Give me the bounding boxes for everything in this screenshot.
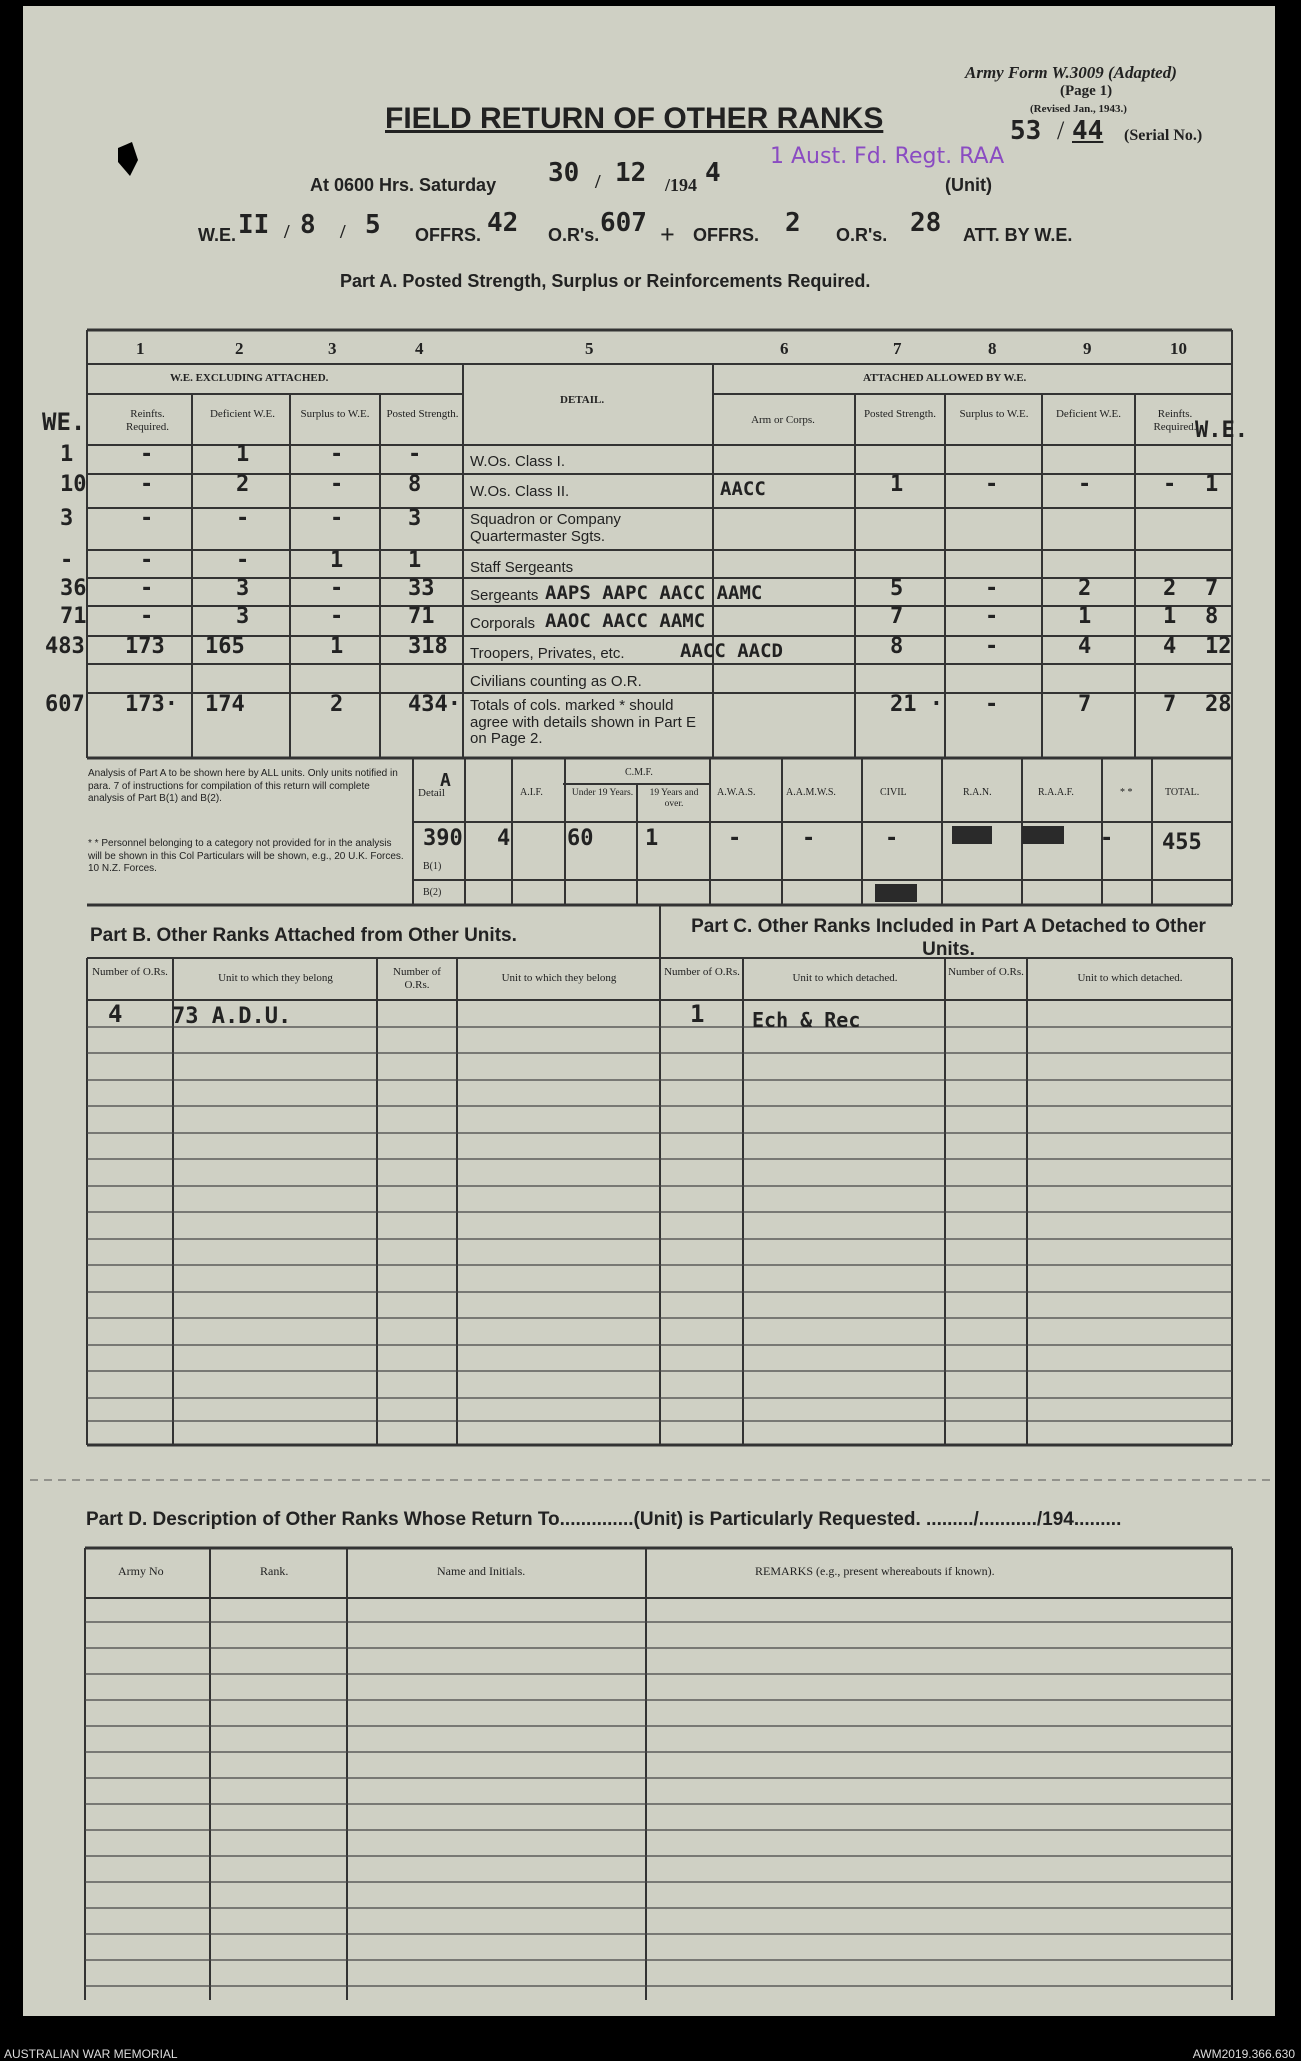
plus-sign: + [660,220,675,249]
row-we-right-value: 8 [1205,604,1219,629]
analysis-note-2: * * Personnel belonging to a category not provided for in the analysis will be shown in this Col Particulars will be shown, e.g., 20 U.K. Forces. 10 N.Z. Forces. [88,838,404,874]
hdr-deficient-we-2: Deficient W.E. [1055,408,1122,420]
hdr-under-19: Under 19 Years. [571,788,634,798]
row-c2-value: 2 [236,472,250,497]
row-detail-label: Staff Sergeants [470,559,574,576]
col-num-1: 1 [136,339,145,358]
serial-slash: / [1057,116,1065,145]
row-c4-value: 1 [408,548,422,573]
part-c-hdr-num-1: Number of O.Rs. [664,966,740,978]
hdr-arm-corps: Arm or Corps. [751,414,815,426]
row-c7-value: 21 · [890,692,943,717]
punch-hole-mark [118,142,138,176]
hdr-aamws: A.A.M.W.S. [786,787,836,798]
row-c4-value: 71 [408,604,435,629]
date-sep: / [595,171,601,193]
row-we-value: 71 [60,604,87,629]
hdr-posted-strength-2: Posted Strength. [863,408,937,420]
ors2-label: O.R's. [836,225,888,245]
row-c10-value: 4 [1163,634,1177,659]
part-c-entry-unit: Ech & Rec [752,1008,861,1032]
row-c10-value: - [1163,472,1177,497]
row-we-value: 36 [60,576,87,601]
row-c8-value: - [985,604,999,629]
row-c9-value: - [1078,472,1092,497]
row-detail-label: W.Os. Class II. [470,483,570,500]
footer-right: AWM2019.366.630 [1192,2047,1295,2061]
analysis-a-mark: A [440,770,451,791]
analysis-19over-value: 1 [645,826,659,851]
part-d-hdr-name: Name and Initials. [437,1564,526,1578]
row-we-value: 483 [45,634,85,659]
part-c-hdr-unit-1: Unit to which detached. [792,972,898,984]
row-c9-value: 7 [1078,692,1092,717]
analysis-civil-value: - [885,826,899,851]
row-c1-value: - [140,548,154,573]
row-c4-value: 3 [408,506,422,531]
analysis-total-value: 455 [1162,830,1202,855]
unit-label: (Unit) [945,175,992,195]
part-b-title: Part B. Other Ranks Attached from Other Units. [90,925,517,946]
row-c3-value: - [330,442,344,467]
row-c3-value: 1 [330,634,344,659]
revised-date: (Revised Jan., 1943.) [1030,103,1127,115]
analysis-awas-value: - [728,826,742,851]
part-b-hdr-num-1: Number of O.Rs. [92,966,168,978]
we-c: 5 [365,210,381,240]
row-c4-value: 318 [408,634,448,659]
part-d-hdr-remarks: REMARKS (e.g., present whereabouts if known). [755,1564,995,1578]
hdr-deficient-we: Deficient W.E. [209,408,276,420]
we-sep-1: / [284,221,290,243]
hdr-raaf: R.A.A.F. [1038,787,1074,798]
group-attached-allowed: ATTACHED ALLOWED BY W.E. [863,372,1027,384]
redaction-civil-b2 [875,884,917,902]
row-c7-value: 5 [890,576,904,601]
offrs2-label: OFFRS. [693,225,759,245]
row-c3-value: 2 [330,692,344,717]
hdr-ran: R.A.N. [963,787,992,798]
page-title: FIELD RETURN OF OTHER RANKS [385,102,884,135]
offrs-value: 42 [487,208,519,238]
col-num-9: 9 [1083,339,1092,358]
row-c8-value: - [985,692,999,717]
analysis-detail-label: Detail [418,787,445,799]
offrs-label: OFFRS. [415,225,481,245]
hdr-posted-strength: Posted Strength. [386,408,459,420]
row-we-right-value: 7 [1205,576,1219,601]
col-num-5: 5 [585,339,594,358]
row-detail-label: Civilians counting as O.R. [470,673,642,690]
row-detail-label: W.Os. Class I. [470,453,566,470]
analysis-note-1: Analysis of Part A to be shown here by ALL units. Only units notified in para. 7 of instructions for compilation of this return will complete analysis of Part B(1) and B(2). [88,768,398,804]
redaction-raaf [1022,826,1064,844]
analysis-aamws-value: - [802,826,816,851]
col-num-8: 8 [988,339,997,358]
form-id: Army Form W.3009 (Adapted) [965,63,1177,82]
serial-label: (Serial No.) [1124,127,1203,144]
row-we-right-value: 28 [1205,692,1232,717]
col-num-3: 3 [328,339,337,358]
row-we-right-value: 12 [1205,634,1232,659]
row-c3-value: - [330,472,344,497]
row-c2-value: 165 [205,634,245,659]
part-b-entry-number: 4 [108,1000,123,1028]
row-c2-value: - [236,548,250,573]
row-c3-value: - [330,604,344,629]
date-year-digit: 4 [705,158,721,188]
part-d-title: Part D. Description of Other Ranks Whose Return To..............(Unit) is Particularly Requested. ........./.........../194......... [86,1509,1122,1530]
page-number: (Page 1) [1060,83,1113,99]
analysis-b2-label: B(2) [423,887,442,898]
hdr-surplus-we-2: Surplus to W.E. [959,408,1029,420]
row-c2-value: 3 [236,576,250,601]
part-a-title: Part A. Posted Strength, Surplus or Reinforcements Required. [340,271,871,291]
row-we-value: 3 [60,506,74,531]
row-c2-value: 174 [205,692,245,717]
hdr-awas: A.W.A.S. [717,787,756,798]
we-a: II [238,210,270,240]
row-c10-value: 7 [1163,692,1177,717]
we-sep-2: / [340,221,346,243]
row-detail-label: Squadron or Company Quartermaster Sgts. [470,511,621,545]
analysis-a-value: 390 [423,826,463,851]
row-c4-value: 8 [408,472,422,497]
we-b: 8 [300,210,316,240]
row-c9-value: 1 [1078,604,1092,629]
date-day: 30 [548,158,580,188]
detail-header: DETAIL. [560,394,605,406]
hdr-civil: CIVIL [880,787,907,798]
hdr-19-over: 19 Years and over. [649,788,699,809]
part-b-entry-unit: 73 A.D.U. [172,1004,292,1029]
ors2-value: 28 [910,208,942,238]
row-c8-value: - [985,576,999,601]
hdr-reinfts-required: Reinfts. Required. [125,408,170,433]
row-arm-corps-value: AAPS AAPC AACC AAMC [545,582,763,604]
analysis-aif-value: 4 [497,826,511,851]
part-b-hdr-unit-2: Unit to which they belong [501,972,617,984]
row-c3-value: - [330,576,344,601]
hdr-surplus-we: Surplus to W.E. [300,408,370,420]
hdr-double-star: * * [1120,787,1133,798]
row-arm-corps-value: AAOC AACC AAMC [545,610,706,632]
row-c2-value: 1 [236,442,250,467]
analysis-b1-label: B(1) [423,861,442,872]
col-num-10: 10 [1170,339,1187,358]
col-num-2: 2 [235,339,244,358]
row-c1-value: - [140,442,154,467]
row-we-value: 607 [45,692,85,717]
row-detail-label: Troopers, Privates, etc. [470,645,625,662]
row-c3-value: 1 [330,548,344,573]
row-c1-value: - [140,472,154,497]
redaction-ran [952,826,992,844]
part-b-hdr-num-2: Number of O.Rs. [393,966,441,991]
row-c1-value: 173 [125,634,165,659]
row-c7-value: 1 [890,472,904,497]
serial-number: 53 [1010,116,1042,146]
hdr-reinfts-required-2: Reinfts. Required. [1153,408,1197,433]
row-c4-value: 33 [408,576,435,601]
hdr-aif: A.I.F. [520,787,543,798]
row-arm-corps-value: AACC AACD [680,640,783,662]
row-c1-value: - [140,576,154,601]
date-month: 12 [615,158,647,188]
analysis-star-value: - [1100,826,1114,851]
row-c1-value: 173· [125,692,178,717]
col-num-7: 7 [893,339,902,358]
part-c-hdr-unit-2: Unit to which detached. [1077,972,1183,984]
unit-stamp: 1 Aust. Fd. Regt. RAA [770,144,1005,169]
row-c10-value: 1 [1163,604,1177,629]
row-c8-value: - [985,472,999,497]
we-left-label: WE. [42,408,86,436]
row-we-value: 10 [60,472,87,497]
att-label: ATT. BY W.E. [963,225,1073,245]
we-label: W.E. [198,225,237,245]
row-c8-value: - [985,634,999,659]
ors-value: 607 [600,208,647,238]
group-we-excluding: W.E. EXCLUDING ATTACHED. [170,372,329,384]
row-c7-value: 8 [890,634,904,659]
footer-left: AUSTRALIAN WAR MEMORIAL [4,2047,178,2061]
row-we-value: 1 [60,442,74,467]
at-label: At 0600 Hrs. Saturday [310,175,497,195]
row-c7-value: 7 [890,604,904,629]
col-num-6: 6 [780,339,789,358]
we-right-label: W.E. [1195,418,1248,443]
col-num-4: 4 [415,339,424,358]
row-detail-label: Sergeants [470,587,539,604]
row-c2-value: 3 [236,604,250,629]
ors-label: O.R's. [548,225,600,245]
row-c9-value: 4 [1078,634,1092,659]
hdr-cmf: C.M.F. [625,767,653,778]
row-c9-value: 2 [1078,576,1092,601]
part-c-title: Part C. Other Ranks Included in Part A Detached to Other Units. [691,916,1206,960]
row-c4-value: - [408,442,422,467]
hdr-total: TOTAL. [1165,787,1200,798]
row-c1-value: - [140,506,154,531]
analysis-under19-value: 60 [567,826,594,851]
part-c-entry-number: 1 [690,1000,705,1028]
row-c2-value: - [236,506,250,531]
part-b-hdr-unit-1: Unit to which they belong [218,972,333,984]
offrs2-value: 2 [785,208,801,238]
date-year-prefix: /194 [665,175,698,195]
row-detail-label: Corporals [470,615,536,632]
row-c10-value: 2 [1163,576,1177,601]
row-c4-value: 434· [408,692,461,717]
part-d-hdr-army-no: Army No [118,1564,164,1578]
row-detail-label: Totals of cols. marked * should agree with details shown in Part E on Page 2. [470,697,696,747]
row-arm-corps-value: AACC [720,478,766,500]
row-we-right-value: 1 [1205,472,1219,497]
row-c1-value: - [140,604,154,629]
row-c3-value: - [330,506,344,531]
part-d-hdr-rank: Rank. [260,1564,289,1578]
serial-denominator: 44 [1072,116,1104,146]
part-c-hdr-num-2: Number of O.Rs. [948,966,1024,978]
row-we-value: - [60,548,74,573]
